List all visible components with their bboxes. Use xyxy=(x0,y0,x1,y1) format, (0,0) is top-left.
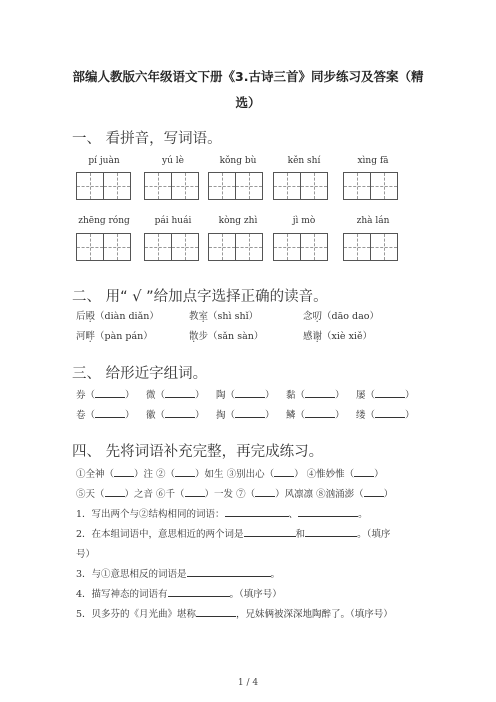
page-title: 部编人教版六年级语文下册《3.古诗三首》同步练习及答案（精 选） xyxy=(72,69,424,110)
pinyin-5: xìng fā xyxy=(357,156,389,166)
question-5[interactable]: 5．贝多芬的《月光曲》堪称 ，兄妹俩被深深地陶醉了。（填序号） xyxy=(76,609,393,620)
similar-char-8[interactable]: 掏（ ） xyxy=(216,410,275,421)
reading-item-6[interactable]: 感谢（xiè xiě） xyxy=(303,331,373,342)
reading-item-2[interactable]: 教室（shì shǐ） xyxy=(189,311,259,322)
pinyin-9: jì mò xyxy=(292,216,316,226)
question-2-cont: 号） xyxy=(76,549,96,560)
write-box-5[interactable] xyxy=(343,172,398,200)
similar-char-9[interactable]: 鳞（ ） xyxy=(286,410,345,421)
write-box-9[interactable] xyxy=(273,233,328,261)
page-number: 1 / 4 xyxy=(237,678,259,688)
pinyin-2: yú lè xyxy=(162,156,184,166)
write-box-2[interactable] xyxy=(144,172,199,200)
write-box-3[interactable] xyxy=(208,172,263,200)
reading-item-3[interactable]: 念叨（dāo dao） xyxy=(303,311,379,322)
similar-char-4[interactable]: 黏（ ） xyxy=(286,390,345,401)
similar-char-2[interactable]: 微（ ） xyxy=(146,390,205,401)
similar-char-5[interactable]: 屡（ ） xyxy=(356,390,415,401)
section2-heading: 二、 用“ √ ”给加点字选择正确的读音。 xyxy=(72,289,328,305)
pinyin-10: zhà lán xyxy=(356,216,390,226)
pinyin-7: pái huái xyxy=(154,216,192,226)
pinyin-8: kòng zhì xyxy=(218,216,258,226)
write-box-4[interactable] xyxy=(273,172,328,200)
similar-char-10[interactable]: 缕（ ） xyxy=(356,410,415,421)
question-3[interactable]: 3．与①意思相反的词语是 。 xyxy=(76,569,281,580)
question-4[interactable]: 4．描写神态的词语有 。（填序号） xyxy=(76,589,282,600)
question-2[interactable]: 2．在本组词语中，意思相近的两个词是 和 。（填序 xyxy=(76,529,391,540)
pinyin-1: pí juàn xyxy=(88,156,120,166)
idiom-line-2[interactable]: ⑤天（ ）之音 ⑥千（ ）一发 ⑦（ ）风凛凛 ⑧汹涌澎（ ） xyxy=(76,489,394,500)
write-box-1[interactable] xyxy=(76,172,131,200)
question-1[interactable]: 1．写出两个与②结构相同的词语： 、 。 xyxy=(76,509,368,520)
reading-item-4[interactable]: 河畔（pàn pán） xyxy=(76,331,153,342)
reading-item-1[interactable]: 后殿（diàn diǎn） xyxy=(76,311,159,322)
idiom-line-1[interactable]: ①全神（ ）注 ②（ ）如生 ③别出心（ ） ④惟妙惟（ ） xyxy=(76,469,384,480)
write-box-8[interactable] xyxy=(208,233,263,261)
reading-item-5[interactable]: 散步（sǎn sàn） xyxy=(189,331,264,342)
pinyin-4: kěn shí xyxy=(287,156,321,166)
pinyin-3: kǒng bù xyxy=(219,156,257,166)
similar-char-7[interactable]: 徽（ ） xyxy=(146,410,205,421)
similar-char-3[interactable]: 陶（ ） xyxy=(216,390,275,401)
similar-char-6[interactable]: 卷（ ） xyxy=(76,410,135,421)
similar-char-1[interactable]: 券（ ） xyxy=(76,390,135,401)
write-box-7[interactable] xyxy=(144,233,199,261)
pinyin-6: zhēng róng xyxy=(78,216,130,226)
section3-heading: 三、 给形近字组词。 xyxy=(72,366,208,382)
write-box-6[interactable] xyxy=(76,233,131,261)
section1-heading: 一、 看拼音，写词语。 xyxy=(72,131,222,147)
write-box-10[interactable] xyxy=(343,233,398,261)
section4-heading: 四、 先将词语补充完整，再完成练习。 xyxy=(72,444,324,460)
